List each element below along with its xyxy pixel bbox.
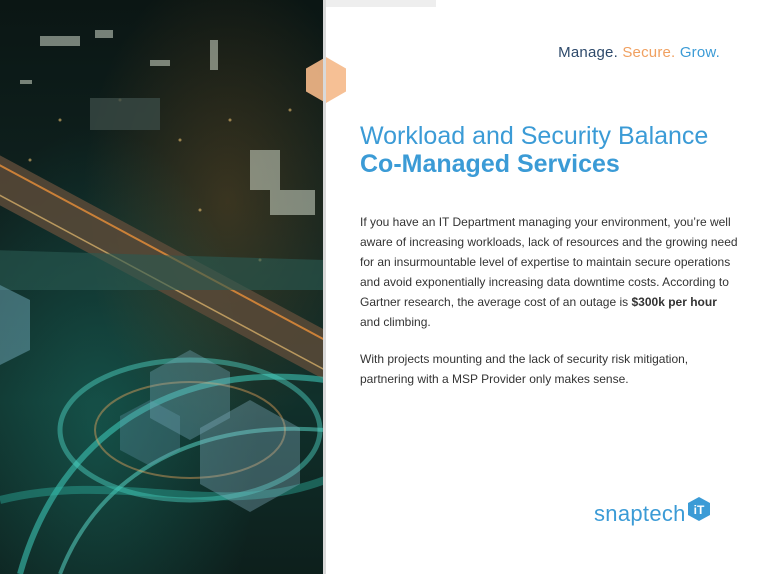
- highway-interchange-photo: [0, 0, 325, 574]
- logo-text: snaptech: [594, 501, 686, 526]
- tagline-manage: Manage.: [558, 44, 618, 61]
- body-paragraph-1: [360, 212, 744, 332]
- p1-end: and climbing.: [360, 315, 431, 329]
- p1-text: If you have an IT Department managing your environment, you’re well aware of increasing workloads, lack of resources and the growing need for an insurmountable level of expertise to maintain secure operations and avoid exponentially increasing data downtime costs. According to Gartner research, the average cost of an outage is: [360, 215, 738, 309]
- top-accent-bar: [326, 0, 436, 7]
- heading-line-2: Co-Managed Services: [360, 150, 620, 178]
- tagline-secure: Secure.: [622, 44, 676, 61]
- heading-line-1: Workload and Security Balance: [360, 122, 709, 150]
- tagline-grow: Grow.: [679, 44, 720, 61]
- body-paragraph-2: With projects mounting and the lack of security risk mitigation, partnering with a MSP Provider only makes sense.: [360, 352, 689, 386]
- photo-illustration: [0, 0, 325, 574]
- tagline: [558, 44, 720, 61]
- orange-hexagon-decoration: [306, 57, 346, 103]
- snaptech-logo: [594, 497, 710, 527]
- panel-divider: [323, 0, 326, 574]
- it-hexagon-icon: [688, 497, 710, 521]
- logo-icon-text: iT: [693, 503, 705, 517]
- p1-bold-cost: $300k per hour: [631, 295, 717, 309]
